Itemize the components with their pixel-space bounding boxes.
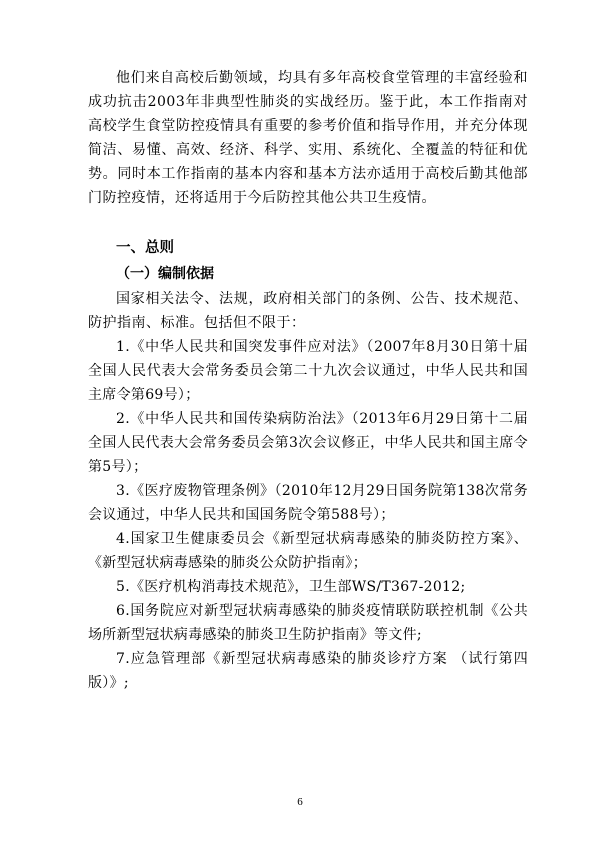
section-gap [88, 210, 528, 235]
basis-item-6: 6.国务院应对新型冠状病毒感染的肺炎疫情联防联控机制《公共场所新型冠状病毒感染的肺炎卫生防护指南》等文件; [88, 603, 528, 643]
basis-item-2: 2.《中华人民共和国传染病防治法》（2013年6月29日第十二届全国人民代表大会常务委员会第3次会议修正，中华人民共和国主席令第5号）； [88, 411, 528, 475]
page-content [88, 66, 528, 695]
basis-intro-paragraph: 国家相关法令、法规，政府相关部门的条例、公告、技术规范、防护指南、标准。包括但不限于： [88, 291, 528, 331]
subsection-heading: （一）编制依据 [116, 266, 214, 282]
basis-item-1: 1.《中华人民共和国突发事件应对法》（2007年8月30日第十届全国人民代表大会常务委员会第二十九次会议通过，中华人民共和国主席令第69号）； [88, 339, 528, 403]
page-number: 6 [297, 796, 303, 808]
basis-item-5: 5.《医疗机构消毒技术规范》，卫生部WS/T367-2012; [116, 579, 466, 595]
basis-item-3: 3.《医疗废物管理条例》（2010年12月29日国务院第138次常务会议通过，中华人民共和国国务院令第588号）； [88, 483, 528, 523]
basis-item-7: 7.应急管理部《新型冠状病毒感染的肺炎诊疗方案 （试行第四版）》; [88, 651, 528, 691]
section-heading: 一、总则 [116, 240, 174, 256]
basis-item-4: 4.国家卫生健康委员会《新型冠状病毒感染的肺炎防控方案》、《新型冠状病毒感染的肺炎公众防护指南》； [88, 531, 528, 571]
intro-paragraph: 他们来自高校后勤领域，均具有多年高校食堂管理的丰富经验和成功抗击2003年非典型性肺炎的实战经历。鉴于此，本工作指南对高校学生食堂防控疫情具有重要的参考价值和指导作用，并充分体现简洁、易懂、高效、经济、科学、实用、系统化、全覆盖的特征和优势。同时本工作指南的基本内容和基本方法亦适用于高校后勤其他部门防控疫情，还将适用于今后防控其他公共卫生疫情。 [88, 70, 528, 206]
